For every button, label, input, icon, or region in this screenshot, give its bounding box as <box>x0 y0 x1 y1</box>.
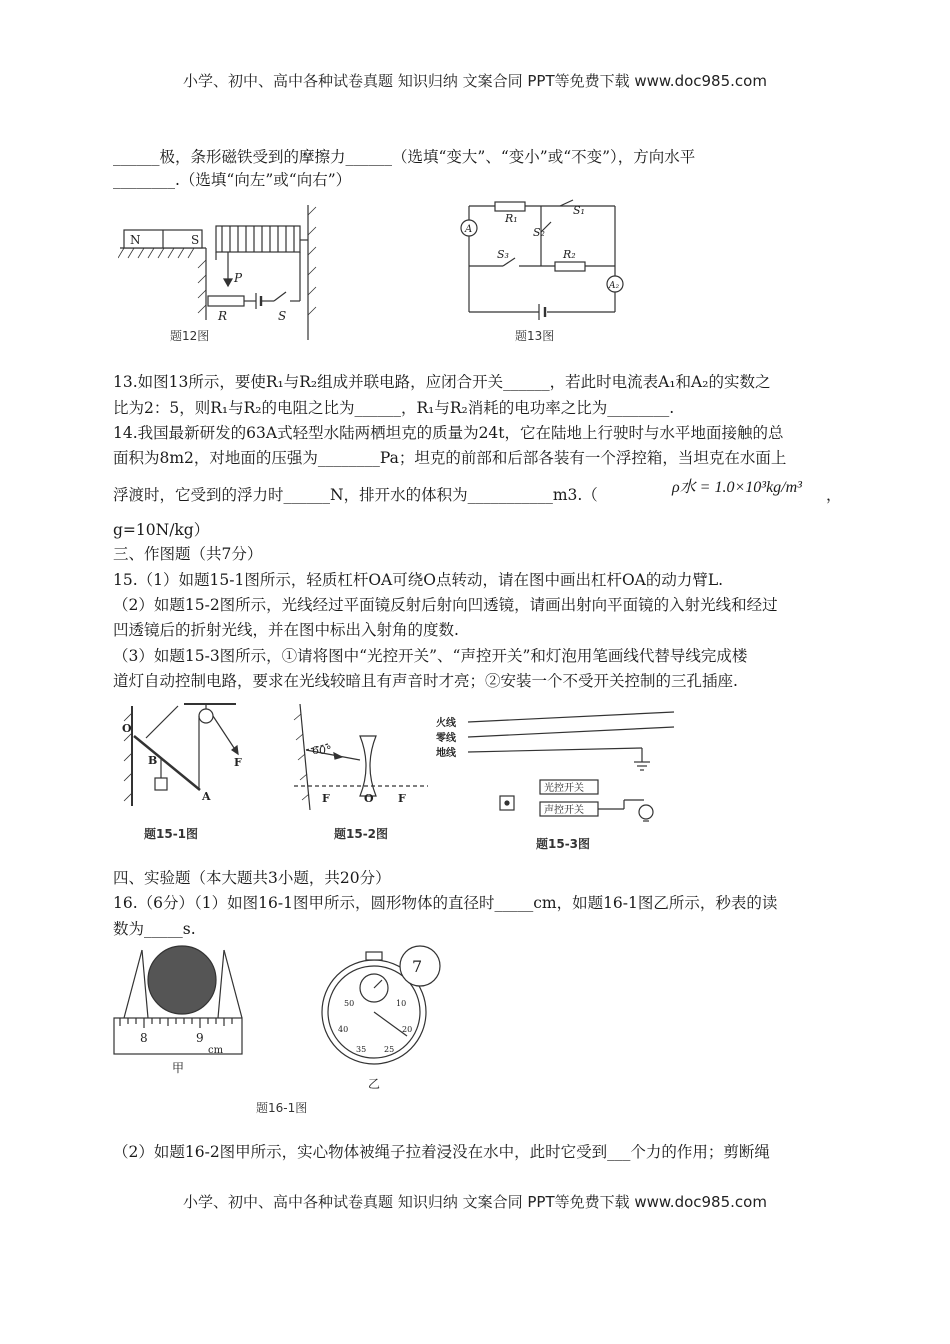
page-footer: 小学、初中、高中各种试卷真题 知识归纳 文案合同 PPT等免费下载 www.doc985.com <box>183 1193 767 1211</box>
angle-label: 60° <box>312 744 332 757</box>
question-15: 道灯自动控制电路，要求在光线较暗且有声音时才亮；②安装一个不受开关控制的三孔插座. <box>113 672 738 690</box>
figure-13-caption: 题13图 <box>515 329 555 343</box>
sound-switch-label: 声控开关 <box>544 805 584 816</box>
live-wire-label: 火线 <box>436 718 456 729</box>
question-14: 14.我国最新研发的63A式轻型水陆两栖坦克的质量为24t，它在陆地上行驶时与水平地面接触的总 <box>113 424 784 442</box>
section-3-title: 三、作图题（共7分） <box>113 545 263 563</box>
question-16-part-2: （2）如题16-2图甲所示，实心物体被绳子拉着浸没在水中，此时它受到___个力的作用；剪断绳 <box>113 1143 770 1161</box>
question-14: 面积为8m2，对地面的压强为________Pa；坦克的前部和后部各装有一个浮控箱，当坦克在水面上 <box>113 449 787 467</box>
ruler-tick-9: 9 <box>196 1031 204 1045</box>
label-yi: 乙 <box>368 1077 381 1091</box>
a2-label: A₂ <box>609 281 620 291</box>
figure-16-1-caption: 题16-1图 <box>256 1101 308 1115</box>
section-4-title: 四、实验题（本大题共3小题，共20分） <box>113 869 391 887</box>
r2-label: R₂ <box>563 248 576 261</box>
o-label: O <box>364 792 374 805</box>
question-13: 13.如图13所示，要使R₁与R₂组成并联电路，应闭合开关______，若此时电流表A₁和A₂的实数之 <box>113 373 771 391</box>
magnet-n-label: N <box>130 233 141 247</box>
text-line: ________.（选填“向左”或“向右”） <box>113 171 352 189</box>
figure-15-2-caption: 题15-2图 <box>334 827 389 841</box>
question-15: 15.（1）如题15-1图所示，轻质杠杆OA可绕O点转动，请在图中画出杠杆OA的动力臂L. <box>113 571 724 589</box>
question-14: 浮渡时，它受到的浮力时______N，排开水的体积为___________m3.（ <box>113 486 598 504</box>
text-line: ______极，条形磁铁受到的摩擦力______（选填“变大”、“变小”或“不变”），方向水平 <box>113 148 696 166</box>
figure-15-3 <box>434 700 684 850</box>
question-13: 比为2：5，则R₁与R₂的电阻之比为______，R₁与R₂消耗的电功率之比为________. <box>113 399 675 417</box>
question-16: 数为_____s. <box>113 920 196 938</box>
dial-20: 20 <box>402 1025 413 1034</box>
p-label: P <box>234 271 243 285</box>
f1-label: F <box>322 792 330 805</box>
s3-label: S₃ <box>497 248 509 261</box>
a1-label: A <box>465 224 473 235</box>
figure-16-1 <box>112 940 452 1118</box>
page-header: 小学、初中、高中各种试卷真题 知识归纳 文案合同 PPT等免费下载 www.doc985.com <box>183 72 767 90</box>
f-label: F <box>234 756 242 769</box>
r-label: R <box>218 309 228 323</box>
s-label: S <box>278 309 287 323</box>
question-14: g=10N/kg） <box>113 521 210 539</box>
figure-13 <box>455 192 635 347</box>
dial-50: 50 <box>344 999 355 1008</box>
figure-12-caption: 题12图 <box>170 329 210 343</box>
ruler-tick-8: 8 <box>140 1031 148 1045</box>
dial-35: 35 <box>356 1045 367 1054</box>
s2-label: S₂ <box>533 226 545 239</box>
question-15: 凹透镜后的折射光线，并在图中标出入射角的度数. <box>113 621 459 639</box>
o-label: O <box>122 722 132 735</box>
question-15: （3）如题15-3图所示，①请将图中“光控开关”、“声控开关”和灯泡用笔画线代替导线完成楼 <box>113 647 748 665</box>
question-15: （2）如题15-2图所示，光线经过平面镜反射后射向凹透镜，请画出射向平面镜的入射光线和经过 <box>113 596 778 614</box>
dial-40: 40 <box>338 1025 349 1034</box>
figure-15-2 <box>288 698 438 848</box>
r1-label: R₁ <box>505 212 518 225</box>
label-jia: 甲 <box>172 1061 185 1075</box>
a-label: A <box>202 790 211 803</box>
formula-comma: ， <box>826 486 842 504</box>
ground-wire-label: 地线 <box>436 748 456 759</box>
figure-15-1 <box>118 698 268 848</box>
light-switch-label: 光控开关 <box>544 783 584 794</box>
s1-label: S₁ <box>573 204 585 217</box>
dial-10: 10 <box>396 999 407 1008</box>
dial-25: 25 <box>384 1045 395 1054</box>
b-label: B <box>148 754 158 767</box>
density-formula: ρ水 = 1.0×10³kg/m³ <box>672 479 802 496</box>
question-16: 16.（6分）（1）如图16-1图甲所示，圆形物体的直径时_____cm，如题16-1图乙所示，秒表的读 <box>113 894 778 912</box>
f2-label: F <box>398 792 406 805</box>
figure-12 <box>118 200 328 345</box>
magnet-s-label: S <box>191 233 200 247</box>
dial-top-digit: 7 <box>412 957 423 976</box>
neutral-wire-label: 零线 <box>436 733 456 744</box>
figure-15-1-caption: 题15-1图 <box>144 827 199 841</box>
ruler-unit: cm <box>208 1045 224 1056</box>
figure-15-3-caption: 题15-3图 <box>536 837 591 850</box>
